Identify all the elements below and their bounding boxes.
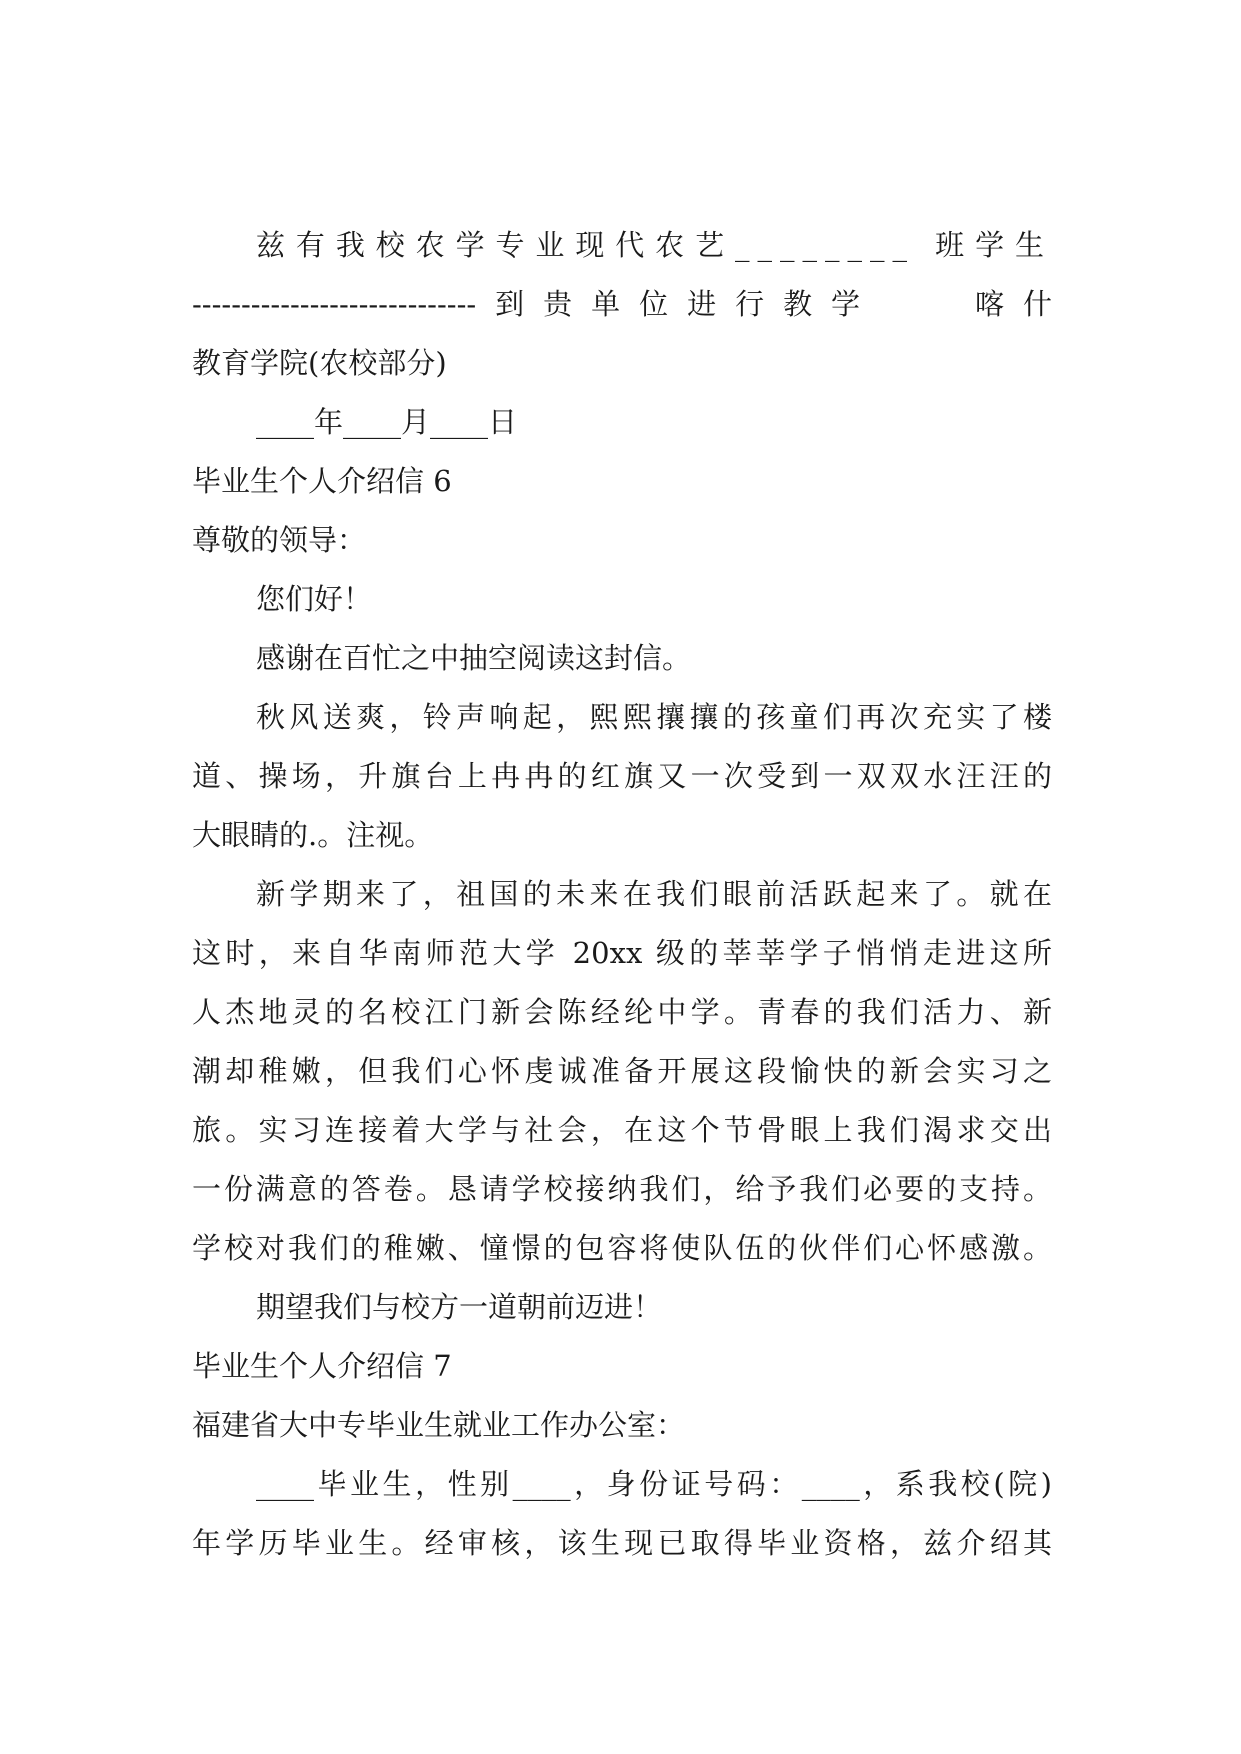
text-line: 潮却稚嫩，但我们心怀虔诚准备开展这段愉快的新会实习之 [192,1054,1052,1088]
text-line: 感谢在百忙之中抽空阅读这封信。 [256,641,692,675]
text-line: -----------------------------到贵单位进行教学 喀什 [192,287,1052,321]
text-line: 一份满意的答卷。恳请学校接纳我们，给予我们必要的支持。 [192,1172,1052,1206]
text-line: 这时，来自华南师范大学 20xx 级的莘莘学子悄悄走进这所 [192,936,1052,970]
text-line: 期望我们与校方一道朝前迈进！ [256,1290,663,1324]
section-heading: 毕业生个人介绍信 6 [192,464,452,498]
text-line: 兹有我校农学专业现代农艺________ 班学生 [256,228,1052,262]
salutation: 福建省大中专毕业生就业工作办公室： [192,1408,686,1442]
text-line: 新学期来了，祖国的未来在我们眼前活跃起来了。就在 [256,877,1052,911]
text-line: 大眼睛的.。注视。 [192,818,434,852]
section-heading: 毕业生个人介绍信 7 [192,1349,452,1383]
text-line: 年学历毕业生。经审核，该生现已取得毕业资格，兹介绍其 [192,1526,1052,1560]
text-line: 人杰地灵的名校江门新会陈经纶中学。青春的我们活力、新 [192,995,1052,1029]
greeting: 您们好！ [256,582,373,616]
text-line: 旅。实习连接着大学与社会，在这个节骨眼上我们渴求交出 [192,1113,1052,1147]
document-body [192,216,1052,1573]
text-line: 教育学院(农校部分) [192,346,447,380]
text-line: 道、操场，升旗台上冉冉的红旗又一次受到一双双水汪汪的 [192,759,1052,793]
text-line: 秋风送爽，铃声响起，熙熙攘攘的孩童们再次充实了楼 [256,700,1052,734]
date-line: ____年____月____日 [256,405,518,439]
text-line: 学校对我们的稚嫩、憧憬的包容将使队伍的伙伴们心怀感激。 [192,1231,1052,1265]
text-line: ____毕业生，性别____，身份证号码：____，系我校(院) [256,1467,1052,1501]
salutation: 尊敬的领导： [192,523,367,557]
